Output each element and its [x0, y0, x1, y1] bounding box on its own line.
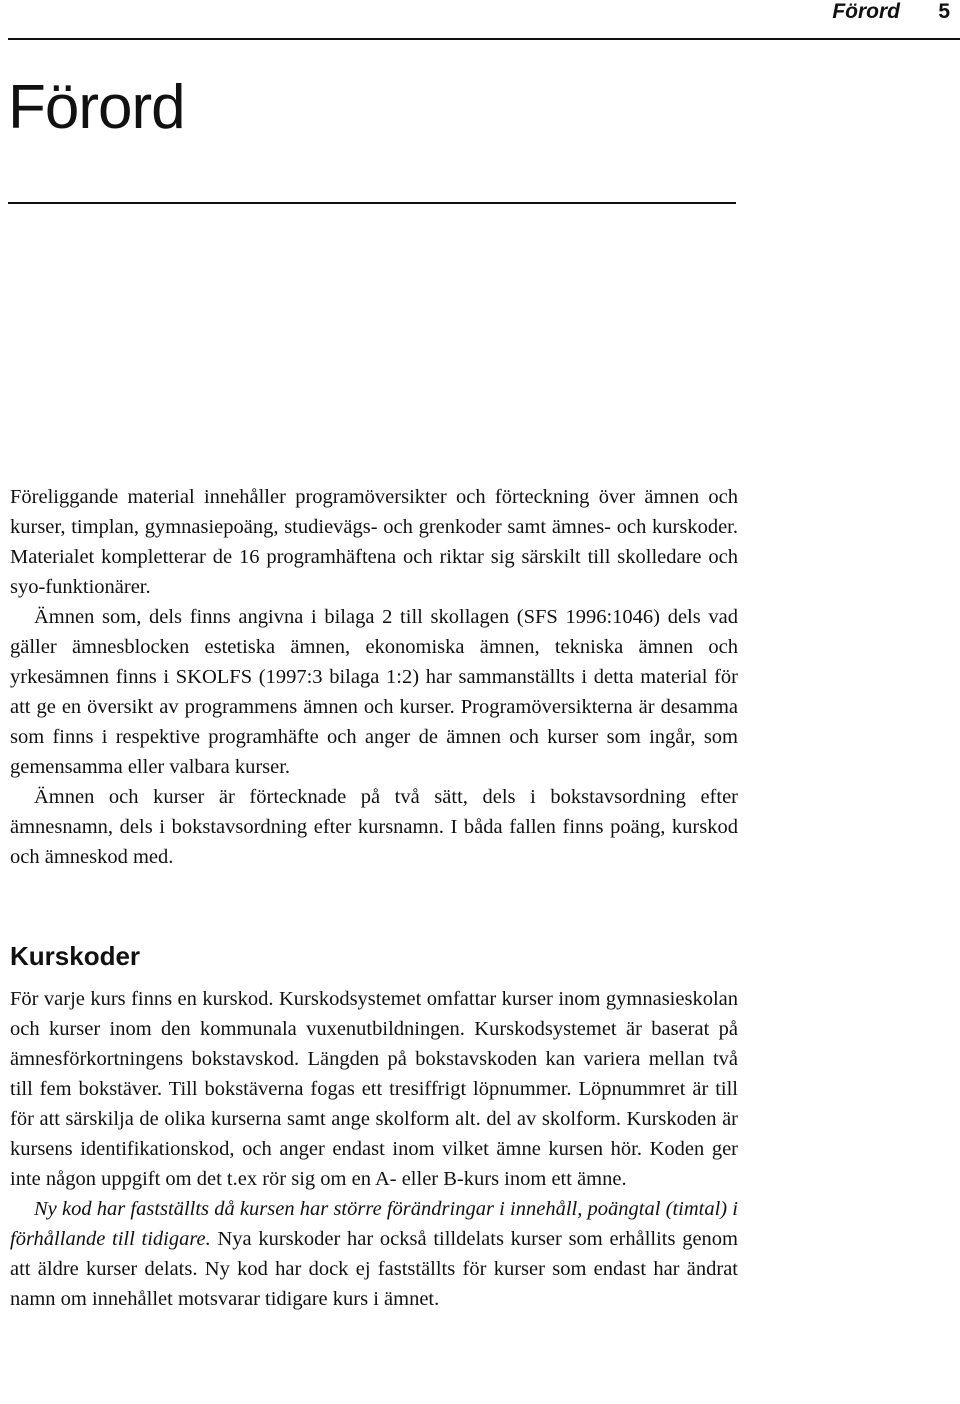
intro-paragraph-3: Ämnen och kurser är förtecknade på två sätt, dels i bokstavsordning efter ämnesnamn, dels i bokstavsordning efter kursnamn. I båda fallen finns poäng, kurskod och ämneskod med.: [10, 786, 738, 868]
chapter-title: Förord: [8, 73, 185, 142]
running-header: [0, 0, 960, 30]
title-divider: [8, 202, 736, 204]
section-heading-kurskoder: Kurskoder: [10, 941, 141, 971]
kurskoder-emphasis: Ny kod har fastställts då kursen har större förändringar i innehåll, poängtal (timtal) i förhållande till tidigare.: [10, 1198, 738, 1250]
intro-section: [10, 482, 738, 872]
kurskoder-paragraph-2-rest: Nya kurskoder har också tilldelats kurser som erhållits genom att äldre kurser delats. Ny kod har dock ej fastställts för kurser som endast har ändrat namn om innehållet motsvarar tidigare kurs i ämnet.: [10, 1228, 738, 1310]
kurskoder-paragraph-2: [10, 1194, 738, 1314]
intro-paragraph-1: Föreliggande material innehåller programöversikter och förteckning över ämnen och kurser, timplan, gymnasiepoäng, studievägs- och grenkoder samt ämnes- och kurskoder. Materialet kompletterar de 16 programhäftena och riktar sig särskilt till skolledare och syo-funktionärer.: [10, 486, 738, 598]
intro-paragraph-2: Ämnen som, dels finns angivna i bilaga 2 till skollagen (SFS 1996:1046) dels vad gäller ämnesblocken estetiska ämnen, ekonomiska ämnen, tekniska ämnen och yrkesämnen finns i SKOLFS (1997:3 bilaga 1:2) har sammanställts i detta material för att ge en översikt av programmens ämnen och kurser. Programöversikterna är desamma som finns i respektive programhäfte och anger de ämnen och kurser som ingår, som gemensamma eller valbara kurser.: [10, 606, 738, 778]
kurskoder-section: [10, 984, 738, 1314]
page-number: 5: [938, 0, 950, 23]
running-title: Förord: [832, 0, 900, 23]
header-divider: [8, 38, 960, 40]
kurskoder-paragraph-1: För varje kurs finns en kurskod. Kurskodsystemet omfattar kurser inom gymnasieskolan och kurser inom den kommunala vuxenutbildningen. Kurskodsystemet är baserat på ämnesförkortningens bokstavskod. Längden på bokstavskoden kan variera mellan två till fem bokstäver. Till bokstäverna fogas ett tresiffrigt löpnummer. Löpnummret är till för att särskilja de olika kurserna samt ange skolform alt. del av skolform. Kurskoden är kursens identifikationskod, och anger endast inom vilket ämne kursen hör. Koden ger inte någon uppgift om det t.ex rör sig om en A- eller B-kurs inom ett ämne.: [10, 988, 738, 1190]
